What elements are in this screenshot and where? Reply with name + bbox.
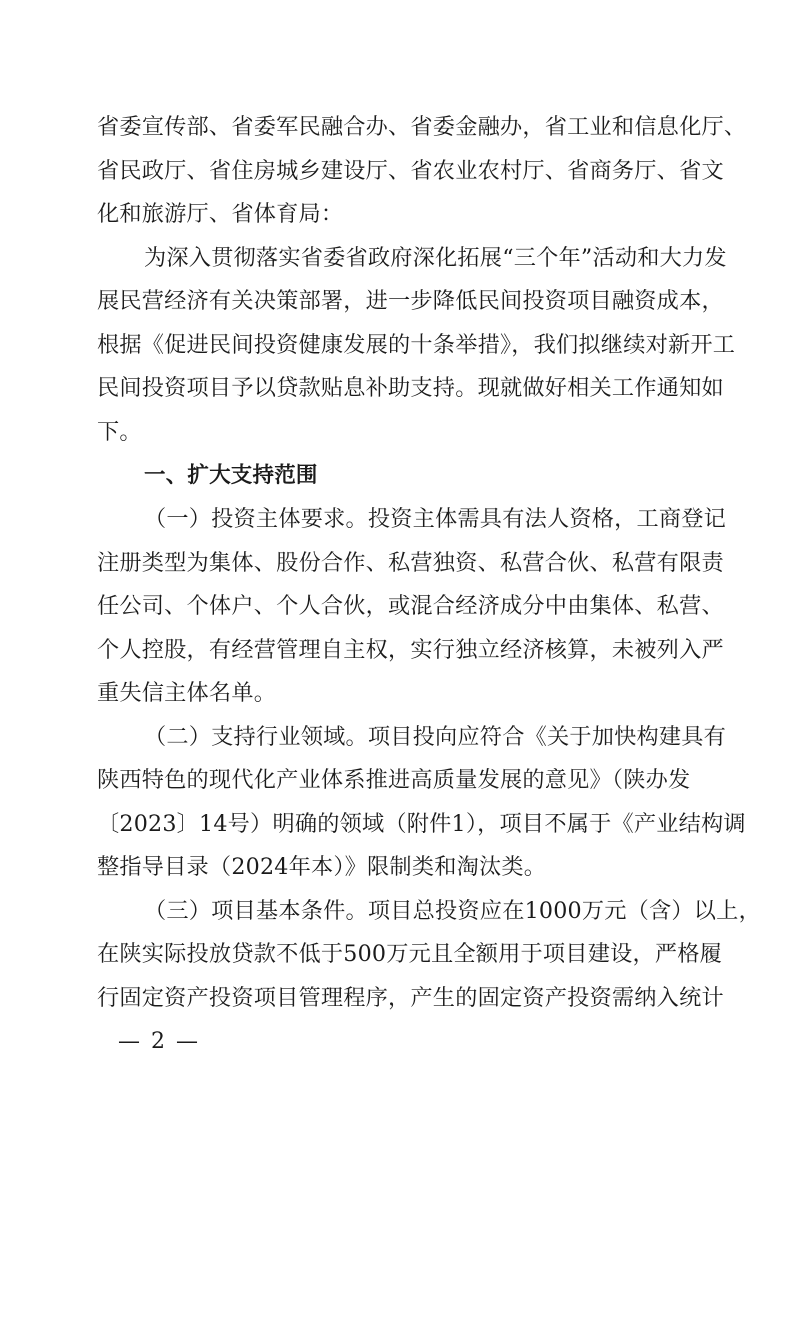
text-line: 重失信主体名单。 — [97, 680, 277, 706]
text-line: 行固定资产投资项目管理程序，产生的固定资产投资需纳入统计 — [97, 985, 724, 1011]
page-number: — 2 — — [118, 1029, 200, 1054]
text-line: 任公司、个体户、个人合伙，或混合经济成分中由集体、私营、 — [97, 593, 724, 619]
text-line: 陕西特色的现代化产业体系推进高质量发展的意见》（陕办发 — [97, 767, 691, 793]
paragraph-start-line: （一）投资主体要求。投资主体需具有法人资格，工商登记 — [144, 506, 727, 532]
text-line: 注册类型为集体、股份合作、私营独资、私营合伙、私营有限责 — [97, 550, 724, 576]
text-line: 民间投资项目予以贷款贴息补助支持。现就做好相关工作通知如 — [97, 375, 724, 401]
text-line: 省民政厅、省住房城乡建设厅、省农业农村厅、省商务厅、省文 — [97, 158, 724, 184]
paragraph-start-line: 为深入贯彻落实省委省政府深化拓展“三个年”活动和大力发 — [144, 245, 727, 271]
text-line: 下。 — [97, 419, 142, 445]
paragraph-start-line: （三）项目基本条件。项目总投资应在1000万元（含）以上， — [144, 898, 761, 924]
text-line: 在陕实际投放贷款不低于500万元且全额用于项目建设，严格履 — [97, 941, 723, 967]
text-line: 根据《促进民间投资健康发展的十条举措》，我们拟继续对新开工 — [97, 332, 736, 358]
paragraph-start-line: （二）支持行业领域。项目投向应符合《关于加快构建具有 — [144, 724, 727, 750]
text-line: 省委宣传部、省委军民融合办、省委金融办，省工业和信息化厅、 — [97, 114, 747, 140]
text-line: 化和旅游厅、省体育局： — [97, 201, 344, 227]
section-heading: 一、扩大支持范围 — [144, 463, 318, 488]
text-line: 展民营经济有关决策部署，进一步降低民间投资项目融资成本， — [97, 288, 724, 314]
text-line: 整指导目录（2024年本）》限制类和淘汰类。 — [97, 854, 547, 880]
text-line: 〔2023〕14号）明确的领域（附件1），项目不属于《产业结构调 — [97, 811, 746, 837]
text-line: 个人控股，有经营管理自主权，实行独立经济核算，未被列入严 — [97, 637, 724, 663]
